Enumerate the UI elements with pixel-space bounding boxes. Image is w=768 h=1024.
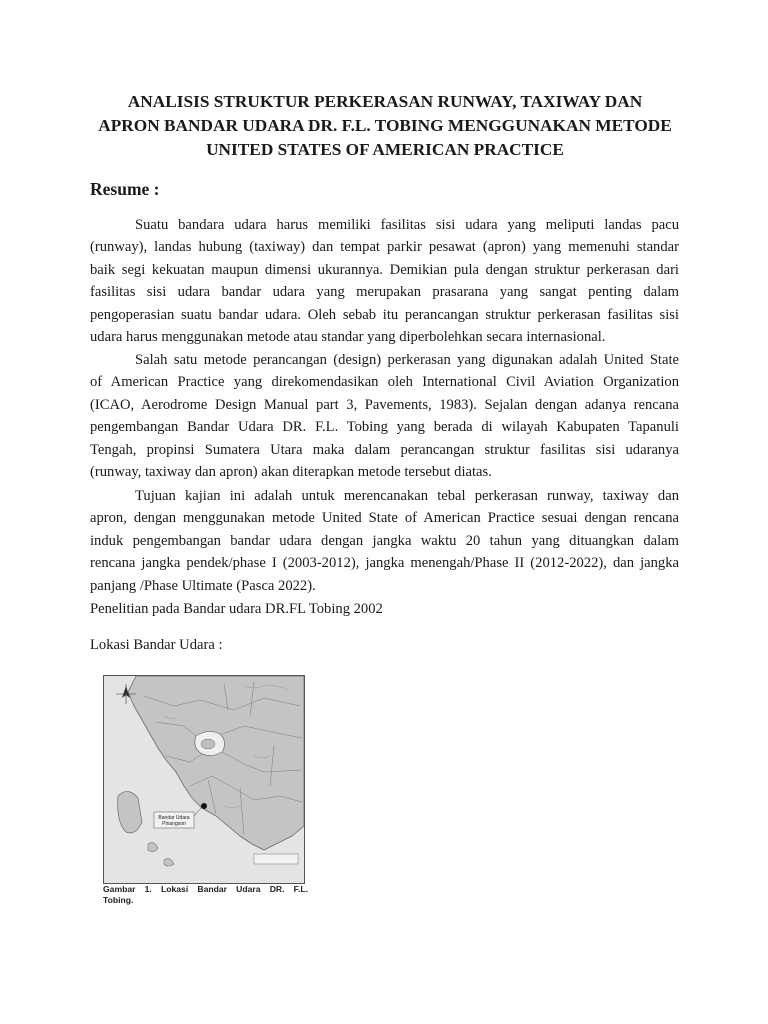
- paragraph-3: [90, 485, 679, 597]
- samosir-island: [201, 739, 215, 749]
- paragraph-2-line: of American Practice yang direkomendasikan oleh International Civil Aviation Organization: [90, 374, 679, 391]
- paragraph-2-line: Tengah, propinsi Sumatera Utara maka dalam perancangan struktur fasilitas sisi udaranya: [90, 441, 679, 458]
- airport-marker: [201, 803, 207, 809]
- paragraph-1-line: baik segi kekuatan maupun dimensi ukurannya. Demikian pula dengan struktur perkerasan dari: [90, 261, 679, 278]
- paragraph-2-line: Salah satu metode perancangan (design) perkerasan yang digunakan adalah United State: [135, 352, 679, 368]
- title-line-3: UNITED STATES OF AMERICAN PRACTICE: [206, 140, 564, 159]
- title-line-1: ANALISIS STRUKTUR PERKERASAN RUNWAY, TAXIWAY DAN: [127, 92, 643, 111]
- paragraph-1: [90, 214, 679, 348]
- paragraph-3-line: panjang /Phase Ultimate (Pasca 2022).: [90, 577, 316, 594]
- airport-label-1: Bandar Udara: [158, 815, 190, 821]
- map-figure: [104, 676, 304, 883]
- paragraph-2: [90, 349, 679, 483]
- location-label: Lokasi Bandar Udara :: [90, 637, 223, 653]
- paragraph-1-line: fasilitas sisi udara bandar udara yang merupakan prasarana yang sangat penting dalam: [90, 284, 679, 301]
- paragraph-3-line: Tujuan kajian ini adalah untuk merencanakan tebal perkerasan runway, taxiway dan: [135, 488, 679, 504]
- paragraph-1-line: (runway), landas hubung (taxiway) dan tempat parkir pesawat (apron) yang memenuhi standar: [90, 239, 679, 256]
- location-map: [103, 675, 305, 884]
- caption-line-1: Gambar 1. Lokasi Bandar Udara DR. F.L.: [103, 884, 308, 894]
- map-legend-box: [254, 854, 298, 864]
- paragraph-1-line: udara harus menggunakan metode atau standar yang diperbolehkan secara internasional.: [90, 328, 606, 345]
- paragraph-3-line: induk pengembangan bandar udara dengan jangka waktu 20 tahun yang dituangkan dalam: [90, 532, 679, 549]
- document-title: [90, 90, 680, 162]
- figure-caption: [103, 884, 308, 906]
- airport-label-2: Pinangsori: [162, 821, 186, 827]
- resume-heading: Resume :: [90, 179, 160, 199]
- research-line: Penelitian pada Bandar udara DR.FL Tobing 2002: [90, 601, 383, 617]
- title-line-2: APRON BANDAR UDARA DR. F.L. TOBING MENGGUNAKAN METODE: [98, 116, 672, 135]
- paragraph-2-line: pengembangan Bandar Udara DR. F.L. Tobing yang berada di wilayah Kabupaten Tapanuli: [90, 419, 679, 436]
- paragraph-2-line: (ICAO, Aerodrome Design Manual part 3, Pavements, 1983). Sejalan dengan adanya rencana: [90, 396, 679, 413]
- paragraph-2-line: (runway, taxiway dan apron) akan diterapkan metode tersebut diatas.: [90, 463, 492, 480]
- caption-line-2: Tobing.: [103, 895, 134, 905]
- paragraph-1-line: Suatu bandara udara harus memiliki fasilitas sisi udara yang meliputi landas pacu: [135, 217, 679, 233]
- paragraph-3-line: rencana jangka pendek/phase I (2003-2012), jangka menengah/Phase II (2012-2022), dan jangka: [90, 555, 679, 572]
- paragraph-1-line: pengoperasian suatu bandar udara. Oleh sebab itu perancangan struktur perkerasan fasilitas sisi: [90, 306, 679, 323]
- paragraph-3-line: apron, dengan menggunakan metode United State of American Practice sesuai dengan rencana: [90, 510, 679, 527]
